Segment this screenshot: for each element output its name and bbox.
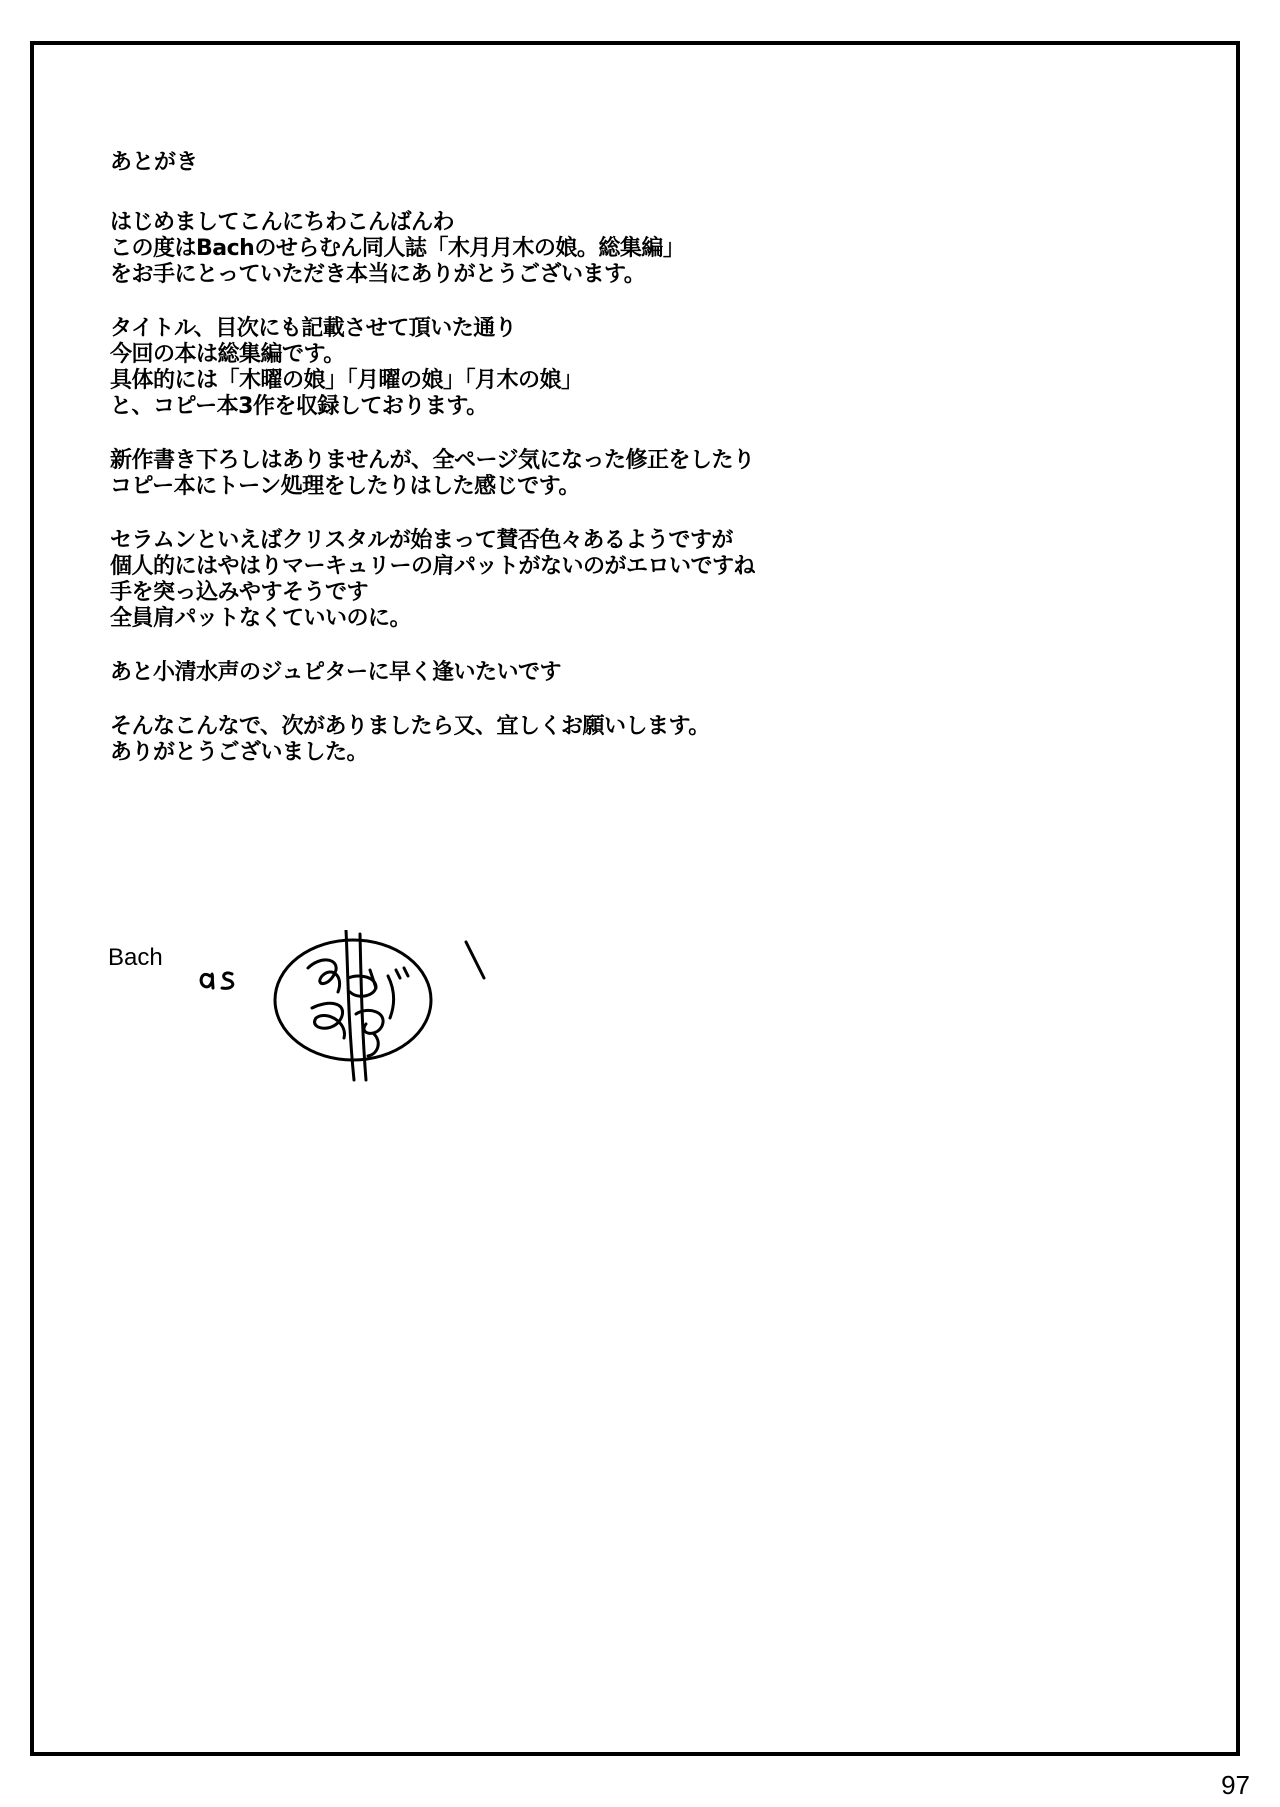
page-number: 97 [1221, 1770, 1250, 1800]
text-line: をお手にとっていただき本当にありがとうございます。 [110, 262, 646, 287]
paragraph [110, 660, 1110, 686]
text-line: 手を突っ込みやすそうです [110, 580, 369, 605]
text-line: セラムンといえばクリスタルが始まって賛否色々あるようですが [110, 528, 733, 553]
text-line: タイトル、目次にも記載させて頂いた通り [110, 316, 517, 341]
handwritten-signature [198, 930, 498, 1090]
text-line: そんなこんなで、次がありましたら又、宜しくお願いします。 [110, 714, 710, 739]
text-line: 全員肩パットなくていいのに。 [110, 606, 412, 631]
paragraph [110, 448, 1110, 500]
paragraph [110, 210, 1110, 288]
text-line: はじめましてこんにちわこんばんわ [110, 210, 455, 235]
author-name: Bach [108, 944, 163, 971]
afterword-text [110, 150, 1110, 794]
afterword-heading: あとがき [110, 150, 199, 175]
text-line: コピー本にトーン処理をしたりはした感じです。 [110, 474, 580, 499]
signature-block [108, 930, 528, 1090]
paragraph [110, 316, 1110, 420]
text-line: 新作書き下ろしはありませんが、全ページ気になった修正をしたり [110, 448, 755, 473]
text-line: 今回の本は総集編です。 [110, 342, 345, 367]
text-line: ありがとうございました。 [110, 740, 369, 765]
paragraph [110, 714, 1110, 766]
text-line: と、コピー本3作を収録しております。 [110, 394, 488, 419]
paragraph [110, 528, 1110, 632]
text-line: 具体的には「木曜の娘」「月曜の娘」「月木の娘」 [110, 368, 583, 393]
text-line: この度はBachのせらむん同人誌「木月月木の娘。総集編」 [110, 236, 685, 261]
text-line: あと小清水声のジュピターに早く逢いたいです [110, 660, 562, 685]
text-line: 個人的にはやはりマーキュリーの肩パットがないのがエロいですね [110, 554, 756, 579]
